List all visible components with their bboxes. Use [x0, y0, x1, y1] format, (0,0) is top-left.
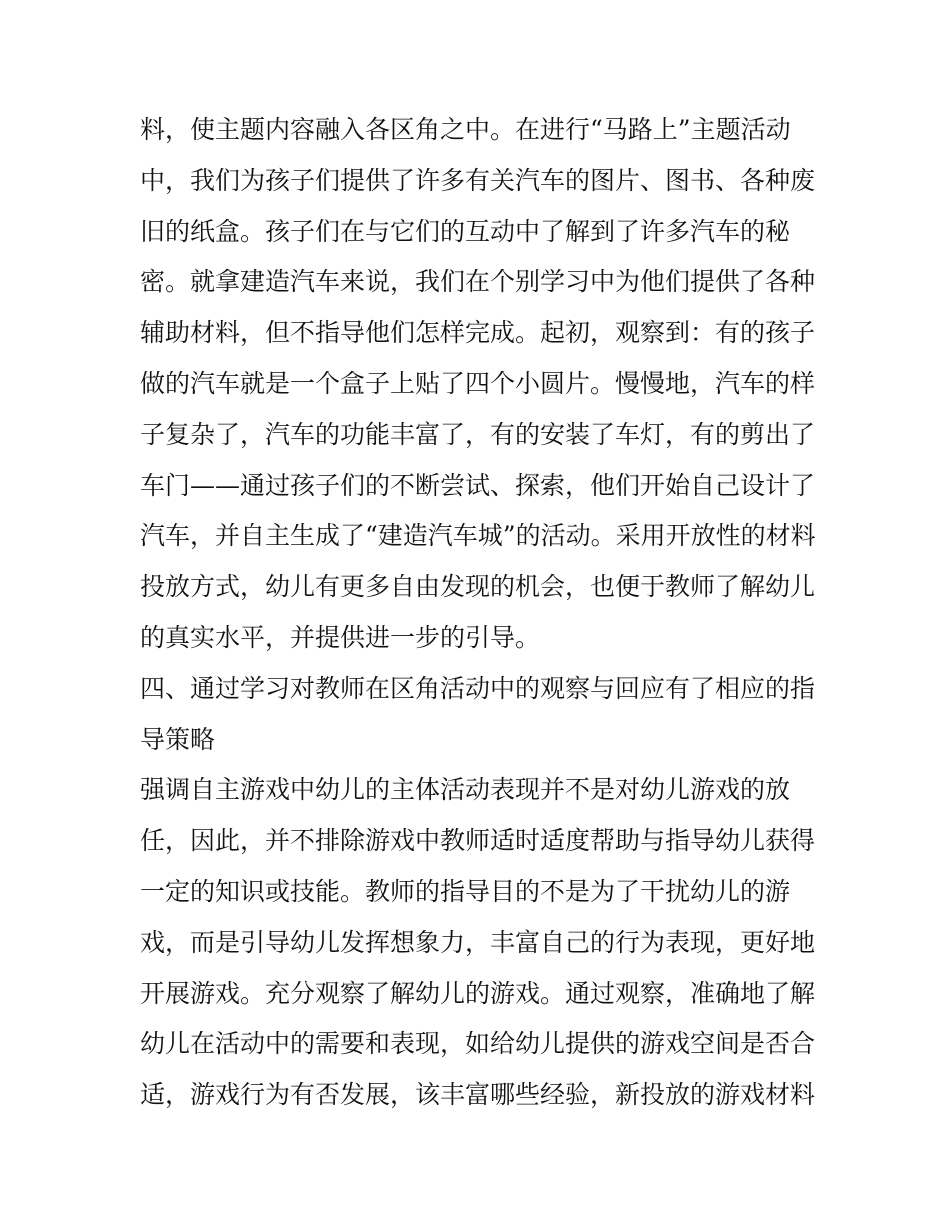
- text-line: 汽车，并自主生成了“建造汽车城”的活动。采用开放性的材料: [140, 521, 816, 551]
- section-heading-line: 四、通过学习对教师在区角活动中的观察与回应有了相应的指: [140, 673, 816, 703]
- text-line: 任，因此，并不排除游戏中教师适时适度帮助与指导幼儿获得: [140, 826, 816, 856]
- text-line: 密。就拿建造汽车来说，我们在个别学习中为他们提供了各种: [140, 267, 816, 297]
- text-line: 辅助材料，但不指导他们怎样完成。起初，观察到：有的孩子: [140, 318, 816, 348]
- text-line: 旧的纸盒。孩子们在与它们的互动中了解到了许多汽车的秘: [140, 216, 791, 246]
- text-line: 车门——通过孩子们的不断尝试、探索，他们开始自己设计了: [140, 470, 816, 500]
- text-line: 料，使主题内容融入各区角之中。在进行“马路上”主题活动: [140, 115, 791, 144]
- text-line: 的真实水平，并提供进一步的引导。: [140, 622, 541, 652]
- text-line: 子复杂了，汽车的功能丰富了，有的安装了车灯，有的剪出了: [140, 419, 816, 449]
- text-line: 戏，而是引导幼儿发挥想象力，丰富自己的行为表现，更好地: [140, 927, 816, 957]
- text-line: 中，我们为孩子们提供了许多有关汽车的图片、图书、各种废: [140, 165, 816, 195]
- text-line: 一定的知识或技能。教师的指导目的不是为了干扰幼儿的游: [140, 876, 791, 906]
- body-text: [140, 105, 830, 1121]
- text-line: 强调自主游戏中幼儿的主体活动表现并不是对幼儿游戏的放: [140, 775, 791, 805]
- text-line: 开展游戏。充分观察了解幼儿的游戏。通过观察，准确地了解: [140, 978, 816, 1008]
- text-line: 做的汽车就是一个盒子上贴了四个小圆片。慢慢地，汽车的样: [140, 368, 816, 398]
- text-line: 投放方式，幼儿有更多自由发现的机会，也便于教师了解幼儿: [140, 572, 816, 602]
- text-line: 适，游戏行为有否发展，该丰富哪些经验，新投放的游戏材料: [140, 1080, 816, 1110]
- section-heading-line: 导策略: [140, 724, 216, 754]
- text-line: 幼儿在活动中的需要和表现，如给幼儿提供的游戏空间是否合: [140, 1029, 816, 1059]
